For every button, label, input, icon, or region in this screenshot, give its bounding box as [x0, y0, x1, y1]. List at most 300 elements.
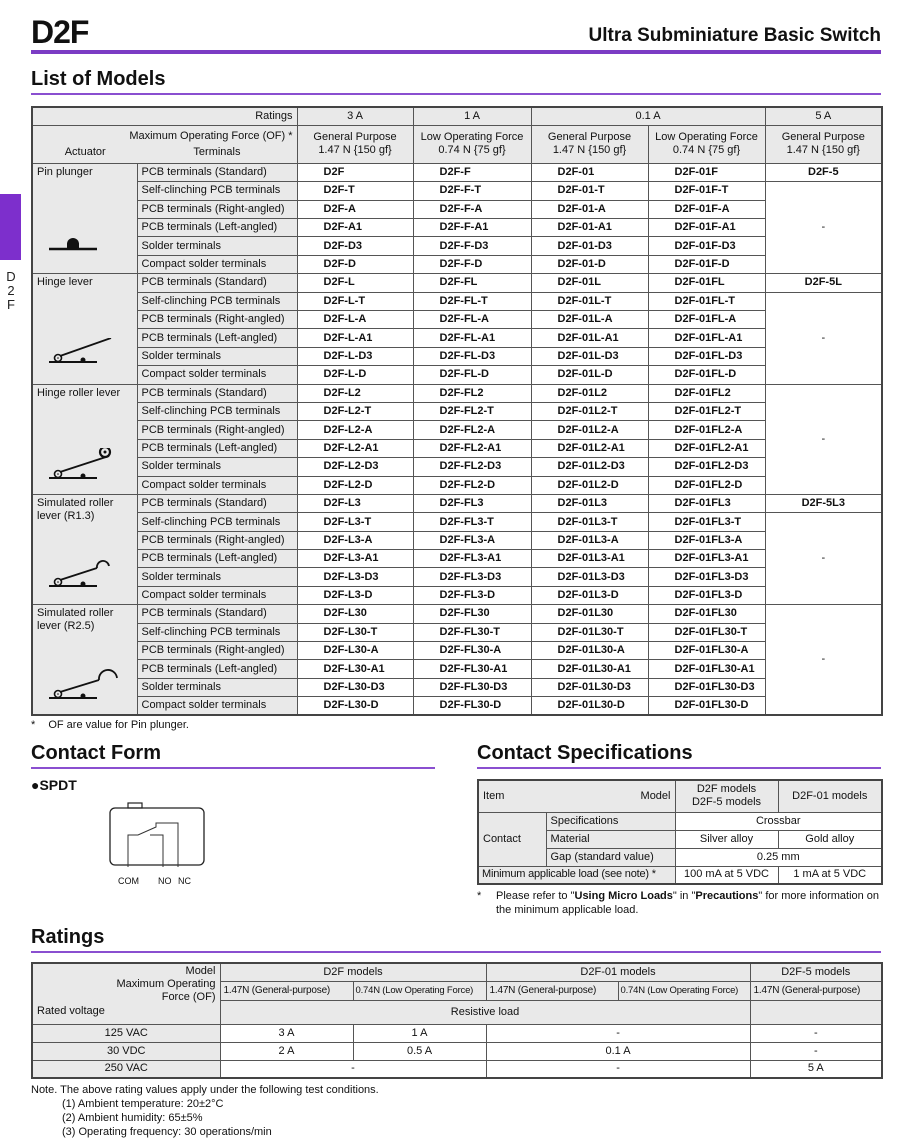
model-label: Model — [185, 965, 216, 977]
model-number: D2F-01L2 — [531, 384, 648, 402]
model-number: D2F-01L3-T — [531, 513, 648, 531]
model-number: D2F-01FL-A — [648, 311, 765, 329]
terminal-type: Solder terminals — [137, 458, 297, 476]
table-row — [32, 642, 882, 660]
table-row — [32, 568, 882, 586]
column-force: 0.74 N {75 gf} — [672, 144, 741, 157]
column-type: General Purpose — [781, 131, 865, 144]
table-row — [32, 513, 882, 531]
force-column: 0.74N (Low Operating Force) — [353, 981, 486, 1000]
model-number: D2F-FL3-A1 — [413, 550, 531, 568]
model-number: D2F-FL3-D — [413, 586, 531, 604]
rating-value: - — [486, 1060, 750, 1078]
model-number: D2F-01FL2-A — [648, 421, 765, 439]
model-number: D2F-F-A1 — [413, 219, 531, 237]
force-column: 0.74N (Low Operating Force) — [618, 981, 750, 1000]
column-header — [648, 125, 765, 163]
model-number: D2F-L — [297, 274, 413, 292]
model-number: D2F-A1 — [297, 219, 413, 237]
terminal-type: Solder terminals — [137, 568, 297, 586]
model-number: D2F-L3-A — [297, 531, 413, 549]
max-of-label: Maximum Operating Force (OF) — [116, 978, 216, 1003]
d2f-models-group: D2F models — [220, 963, 486, 981]
actuator-label: Simulated roller lever (R2.5) — [37, 607, 114, 633]
terminal-type: Self-clinching PCB terminals — [137, 402, 297, 420]
model-number-5a-none: - — [765, 292, 882, 384]
model-number: D2F-F-D — [413, 255, 531, 273]
model-number-5a-none: - — [765, 605, 882, 715]
model-number: D2F-01FL2-D — [648, 476, 765, 494]
terminal-type: PCB terminals (Right-angled) — [137, 200, 297, 218]
model-number: D2F-L-D3 — [297, 347, 413, 365]
model-number: D2F-FL30 — [413, 605, 531, 623]
note-link-micro-loads: Using Micro Loads — [574, 890, 673, 902]
actuator-cell — [32, 605, 137, 715]
terminal-type: Compact solder terminals — [137, 586, 297, 604]
model-number: D2F-01FL — [648, 274, 765, 292]
table-row — [32, 494, 882, 512]
rated-voltage-label: Rated voltage — [37, 1005, 105, 1017]
table-row — [32, 697, 882, 715]
model-number: D2F-L2 — [297, 384, 413, 402]
model-number: D2F-FL30-D3 — [413, 678, 531, 696]
column-force: 0.74 N {75 gf} — [438, 144, 506, 157]
column-header — [765, 125, 882, 163]
model-number: D2F-FL2-A1 — [413, 439, 531, 457]
model-number: D2F-01 — [531, 163, 648, 181]
column-type: Low Operating Force — [655, 131, 758, 144]
model-number: D2F-FL3-D3 — [413, 568, 531, 586]
terminal-type: PCB terminals (Standard) — [137, 163, 297, 181]
model-number-5a-none: - — [765, 384, 882, 494]
table-row — [32, 347, 882, 365]
list-of-models-title: List of Models — [31, 68, 166, 90]
model-number: D2F-L30-T — [297, 623, 413, 641]
model-number: D2F-01F-A1 — [648, 219, 765, 237]
model-number: D2F-L3-T — [297, 513, 413, 531]
resistive-load-label: Resistive load — [220, 1000, 750, 1024]
model-number: D2F-L30-A — [297, 642, 413, 660]
model-number: D2F-01L30-A — [531, 642, 648, 660]
header-rule — [31, 50, 881, 54]
table-row — [32, 292, 882, 310]
voltage-label: 30 VDC — [32, 1042, 220, 1060]
note-text: " for more information on the minimum applicable load. — [496, 890, 880, 916]
model-number: D2F-01L30-D — [531, 697, 648, 715]
contact-specs-title: Contact Specifications — [477, 742, 693, 764]
model-number: D2F-01L-D — [531, 366, 648, 384]
rating-value: 1 A — [353, 1024, 486, 1042]
gap-value: 0.25 mm — [675, 848, 882, 866]
model-number: D2F-01L3-A1 — [531, 550, 648, 568]
model-number: D2F-FL — [413, 274, 531, 292]
note-mark: * — [477, 890, 482, 902]
model-number: D2F-L30 — [297, 605, 413, 623]
model-number: D2F-L-T — [297, 292, 413, 310]
column-type: General Purpose — [547, 131, 632, 144]
table-row — [32, 402, 882, 420]
rating-5a: 5 A — [765, 107, 882, 125]
rating-value: - — [750, 1024, 882, 1042]
actuator-label: Hinge roller lever — [37, 386, 121, 399]
model-number: D2F-FL2-T — [413, 402, 531, 420]
terminal-type: PCB terminals (Left-angled) — [137, 439, 297, 457]
ratings-label: Ratings — [32, 107, 297, 125]
rating-value: - — [486, 1024, 750, 1042]
model-number-5a-none: - — [765, 182, 882, 274]
model-number: D2F-01F-T — [648, 182, 765, 200]
terminal-type: Solder terminals — [137, 678, 297, 696]
force-column: 1.47N (General-purpose) — [220, 981, 353, 1000]
d2f5-models-group: D2F-5 models — [750, 963, 882, 981]
terminal-type: Self-clinching PCB terminals — [137, 292, 297, 310]
model-number: D2F-FL2-D — [413, 476, 531, 494]
contact-form-title: Contact Form — [31, 742, 161, 764]
empty-load-cell — [750, 1000, 882, 1024]
force-column: 1.47N (General-purpose) — [750, 981, 882, 1000]
table-row — [32, 476, 882, 494]
model-number: D2F-L-A1 — [297, 329, 413, 347]
model-number: D2F-01FL-D3 — [648, 347, 765, 365]
model-number: D2F-L2-D — [297, 476, 413, 494]
model-number: D2F-01F-D3 — [648, 237, 765, 255]
voltage-label: 250 VAC — [32, 1060, 220, 1078]
model-number: D2F-D3 — [297, 237, 413, 255]
header-line: D2F models — [696, 783, 757, 796]
table-row — [32, 458, 882, 476]
model-number: D2F-FL3-A — [413, 531, 531, 549]
model-number: D2F-01L3-D3 — [531, 568, 648, 586]
model-number: D2F-01L2-T — [531, 402, 648, 420]
model-number: D2F-01L-T — [531, 292, 648, 310]
note-text: " in " — [672, 890, 696, 902]
min-load-label: Minimum applicable load (see note) * — [478, 866, 675, 884]
column-force: 1.47 N {150 gf} — [318, 144, 392, 157]
model-number: D2F-L2-A — [297, 421, 413, 439]
table-row — [32, 531, 882, 549]
model-number: D2F-D — [297, 255, 413, 273]
column-header — [413, 125, 531, 163]
model-number: D2F-01FL3-A1 — [648, 550, 765, 568]
model-number: D2F-01L2-D3 — [531, 458, 648, 476]
model-number: D2F-FL3 — [413, 494, 531, 512]
header-labels-cell — [32, 125, 297, 163]
rating-value: - — [750, 1042, 882, 1060]
table-row — [32, 255, 882, 273]
model-number: D2F-01-D — [531, 255, 648, 273]
model-number: D2F-01FL3-A — [648, 531, 765, 549]
table-row — [32, 329, 882, 347]
model-number: D2F-L30-A1 — [297, 660, 413, 678]
table-row — [32, 200, 882, 218]
table-row — [32, 237, 882, 255]
rating-value: 0.5 A — [353, 1042, 486, 1060]
no-label: NO — [158, 876, 172, 886]
model-number: D2F-01L — [531, 274, 648, 292]
model-number: D2F-01F-D — [648, 255, 765, 273]
spdt-diagram-icon — [108, 801, 208, 867]
model-number: D2F-01L30-D3 — [531, 678, 648, 696]
model-number: D2F-F-T — [413, 182, 531, 200]
model-number: D2F-L3 — [297, 494, 413, 512]
table-row — [32, 274, 882, 292]
table-row — [32, 219, 882, 237]
model-number: D2F-01-A1 — [531, 219, 648, 237]
terminal-type: Solder terminals — [137, 347, 297, 365]
actuator-cell — [32, 163, 137, 273]
force-column: 1.47N (General-purpose) — [486, 981, 618, 1000]
model-number: D2F-FL30-D — [413, 697, 531, 715]
table-row — [32, 182, 882, 200]
section-rule — [477, 767, 881, 769]
ratings-table — [31, 962, 883, 1079]
model-number: D2F-01L30-A1 — [531, 660, 648, 678]
note-link-precautions: Precautions — [695, 890, 759, 902]
side-tab-label — [4, 270, 18, 312]
model-number: D2F-01FL30-T — [648, 623, 765, 641]
table-row — [32, 678, 882, 696]
model-number: D2F-F-A — [413, 200, 531, 218]
footnote-mark: * — [31, 719, 36, 731]
table-row — [32, 384, 882, 402]
column-header — [297, 125, 413, 163]
actuator-label: Pin plunger — [37, 165, 93, 178]
contact-type-label: SPDT — [39, 777, 77, 793]
model-number: D2F-FL2 — [413, 384, 531, 402]
model-number: D2F-01FL3 — [648, 494, 765, 512]
side-tab-marker — [0, 194, 21, 260]
column-force: 1.47 N {150 gf} — [552, 144, 627, 157]
rating-value: 5 A — [750, 1060, 882, 1078]
model-number: D2F-01L30-T — [531, 623, 648, 641]
table-row — [32, 311, 882, 329]
terminal-type: PCB terminals (Standard) — [137, 494, 297, 512]
contact-specs-note — [477, 889, 887, 917]
model-number: D2F-L-D — [297, 366, 413, 384]
terminal-type: PCB terminals (Right-angled) — [137, 531, 297, 549]
model-number: D2F-01FL30-D3 — [648, 678, 765, 696]
voltage-label: 125 VAC — [32, 1024, 220, 1042]
model-number: D2F-L2-D3 — [297, 458, 413, 476]
model-number: D2F-01-D3 — [531, 237, 648, 255]
table-row — [32, 163, 882, 181]
com-label: COM — [118, 876, 139, 886]
rating-value: 2 A — [220, 1042, 353, 1060]
model-number: D2F-L30-D — [297, 697, 413, 715]
footnote-text: OF are value for Pin plunger. — [48, 719, 189, 731]
model-number-5a: D2F-5L3 — [765, 494, 882, 512]
model-number: D2F — [297, 163, 413, 181]
model-number: D2F-FL-A — [413, 311, 531, 329]
column-force: 1.47 N {150 gf} — [786, 144, 860, 157]
model-number: D2F-01L3 — [531, 494, 648, 512]
terminal-type: Self-clinching PCB terminals — [137, 623, 297, 641]
model-number: D2F-01FL3-T — [648, 513, 765, 531]
table-row — [32, 623, 882, 641]
model-number: D2F-01-T — [531, 182, 648, 200]
terminal-type: PCB terminals (Left-angled) — [137, 329, 297, 347]
model-number: D2F-01FL3-D — [648, 586, 765, 604]
rating-value: - — [220, 1060, 486, 1078]
terminal-type: Compact solder terminals — [137, 366, 297, 384]
model-number: D2F-L-A — [297, 311, 413, 329]
section-rule — [31, 767, 435, 769]
terminal-type: PCB terminals (Standard) — [137, 605, 297, 623]
ratings-condition: (2) Ambient humidity: 65±5% — [62, 1112, 203, 1124]
table-row — [32, 439, 882, 457]
table-row — [32, 366, 882, 384]
rating-01a: 0.1 A — [531, 107, 765, 125]
models-table — [31, 106, 883, 716]
model-number: D2F-01FL2-D3 — [648, 458, 765, 476]
model-number: D2F-01FL-T — [648, 292, 765, 310]
terminal-type: PCB terminals (Right-angled) — [137, 311, 297, 329]
model-number-5a: D2F-5L — [765, 274, 882, 292]
column-type: General Purpose — [313, 131, 397, 144]
header-line: D2F-5 models — [691, 796, 762, 809]
gap-label: Gap (standard value) — [546, 848, 675, 866]
terminal-type: PCB terminals (Standard) — [137, 384, 297, 402]
actuator-label: Hinge lever — [37, 276, 93, 289]
specifications-value: Crossbar — [675, 812, 882, 830]
model-number: D2F-FL30-A1 — [413, 660, 531, 678]
d2f01-models-header: D2F-01 models — [778, 780, 882, 812]
actuator-cell — [32, 494, 137, 604]
model-number: D2F-01FL-A1 — [648, 329, 765, 347]
models-body — [32, 163, 882, 715]
section-rule — [31, 951, 881, 953]
ratings-header-labels — [32, 963, 220, 1024]
model-number: D2F-L3-D3 — [297, 568, 413, 586]
contact-type — [31, 777, 77, 793]
model-number: D2F-01L-A1 — [531, 329, 648, 347]
material-d2f01: Gold alloy — [778, 830, 882, 848]
terminal-type: PCB terminals (Left-angled) — [137, 660, 297, 678]
contact-label: Contact — [478, 812, 546, 866]
model-number: D2F-01L2-D — [531, 476, 648, 494]
terminal-type: Compact solder terminals — [137, 697, 297, 715]
ratings-condition: (1) Ambient temperature: 20±2°C — [62, 1098, 224, 1110]
model-number: D2F-01L-D3 — [531, 347, 648, 365]
model-number: D2F-FL2-D3 — [413, 458, 531, 476]
item-label: Item — [483, 789, 505, 802]
side-letter: F — [7, 297, 15, 312]
model-number: D2F-01F — [648, 163, 765, 181]
table-row — [32, 586, 882, 604]
side-letter: 2 — [7, 283, 15, 298]
model-number: D2F-L3-A1 — [297, 550, 413, 568]
table-row — [32, 550, 882, 568]
terminal-type: Compact solder terminals — [137, 476, 297, 494]
note-text: Please refer to " — [496, 890, 575, 902]
model-number: D2F-FL2-A — [413, 421, 531, 439]
model-number: D2F-01F-A — [648, 200, 765, 218]
column-type: Low Operating Force — [420, 131, 524, 144]
model-number-5a-none: - — [765, 513, 882, 605]
rating-1a: 1 A — [413, 107, 531, 125]
model-number: D2F-01FL-D — [648, 366, 765, 384]
model-number: D2F-L30-D3 — [297, 678, 413, 696]
model-label: Model — [640, 789, 671, 802]
section-rule — [31, 93, 881, 95]
terminal-type: PCB terminals (Right-angled) — [137, 642, 297, 660]
model-number: D2F-01-A — [531, 200, 648, 218]
rating-3a: 3 A — [297, 107, 413, 125]
page-subtitle: Ultra Subminiature Basic Switch — [588, 25, 881, 46]
model-number: D2F-L2-A1 — [297, 439, 413, 457]
model-number: D2F-FL30-T — [413, 623, 531, 641]
model-number: D2F-FL-T — [413, 292, 531, 310]
terminal-type: PCB terminals (Left-angled) — [137, 219, 297, 237]
table-row — [32, 660, 882, 678]
column-header — [531, 125, 648, 163]
rating-value: 3 A — [220, 1024, 353, 1042]
terminal-type: PCB terminals (Left-angled) — [137, 550, 297, 568]
terminal-type: Self-clinching PCB terminals — [137, 182, 297, 200]
model-number-5a: D2F-5 — [765, 163, 882, 181]
model-number: D2F-FL3-T — [413, 513, 531, 531]
min-load-d2f01: 1 mA at 5 VDC — [778, 866, 882, 884]
terminal-type: Self-clinching PCB terminals — [137, 513, 297, 531]
model-number: D2F-T — [297, 182, 413, 200]
model-number: D2F-FL30-A — [413, 642, 531, 660]
terminals-label: Terminals — [193, 145, 241, 158]
bullet-icon: ● — [31, 777, 40, 793]
table-row — [32, 605, 882, 623]
model-number: D2F-01FL30 — [648, 605, 765, 623]
ratings-note: Note. The above rating values apply under the following test conditions. — [31, 1084, 379, 1096]
model-number: D2F-F-D3 — [413, 237, 531, 255]
nc-label: NC — [178, 876, 191, 886]
model-number: D2F-F — [413, 163, 531, 181]
actuator-label: Simulated roller lever (R1.3) — [37, 496, 114, 522]
material-d2f: Silver alloy — [675, 830, 778, 848]
model-number: D2F-01FL2-T — [648, 402, 765, 420]
min-load-d2f: 100 mA at 5 VDC — [675, 866, 778, 884]
model-number: D2F-FL-D3 — [413, 347, 531, 365]
model-number: D2F-01FL30-D — [648, 697, 765, 715]
model-number: D2F-01L3-A — [531, 531, 648, 549]
model-number: D2F-01L-A — [531, 311, 648, 329]
model-number: D2F-L3-D — [297, 586, 413, 604]
brand-title: D2F — [31, 14, 89, 50]
d2f01-models-group: D2F-01 models — [486, 963, 750, 981]
model-number: D2F-01FL2 — [648, 384, 765, 402]
d2f-models-header — [675, 780, 778, 812]
ratings-title: Ratings — [31, 926, 105, 948]
terminal-type: Compact solder terminals — [137, 255, 297, 273]
table-row — [32, 421, 882, 439]
actuator-label: Actuator — [64, 145, 106, 158]
of-label: Maximum Operating Force (OF) * — [129, 129, 293, 142]
models-footnote — [31, 718, 189, 732]
item-model-header — [478, 780, 675, 812]
specifications-label: Specifications — [546, 812, 675, 830]
model-number: D2F-FL-A1 — [413, 329, 531, 347]
model-number: D2F-01L2-A — [531, 421, 648, 439]
model-number: D2F-01L3-D — [531, 586, 648, 604]
model-number: D2F-FL-D — [413, 366, 531, 384]
actuator-cell — [32, 384, 137, 494]
model-number: D2F-01FL30-A1 — [648, 660, 765, 678]
actuator-cell — [32, 274, 137, 384]
model-number: D2F-L2-T — [297, 402, 413, 420]
material-label: Material — [546, 830, 675, 848]
rating-value: 0.1 A — [486, 1042, 750, 1060]
contact-specs-table — [477, 779, 883, 885]
ratings-condition: (3) Operating frequency: 30 operations/min — [62, 1126, 272, 1138]
model-number: D2F-01L30 — [531, 605, 648, 623]
